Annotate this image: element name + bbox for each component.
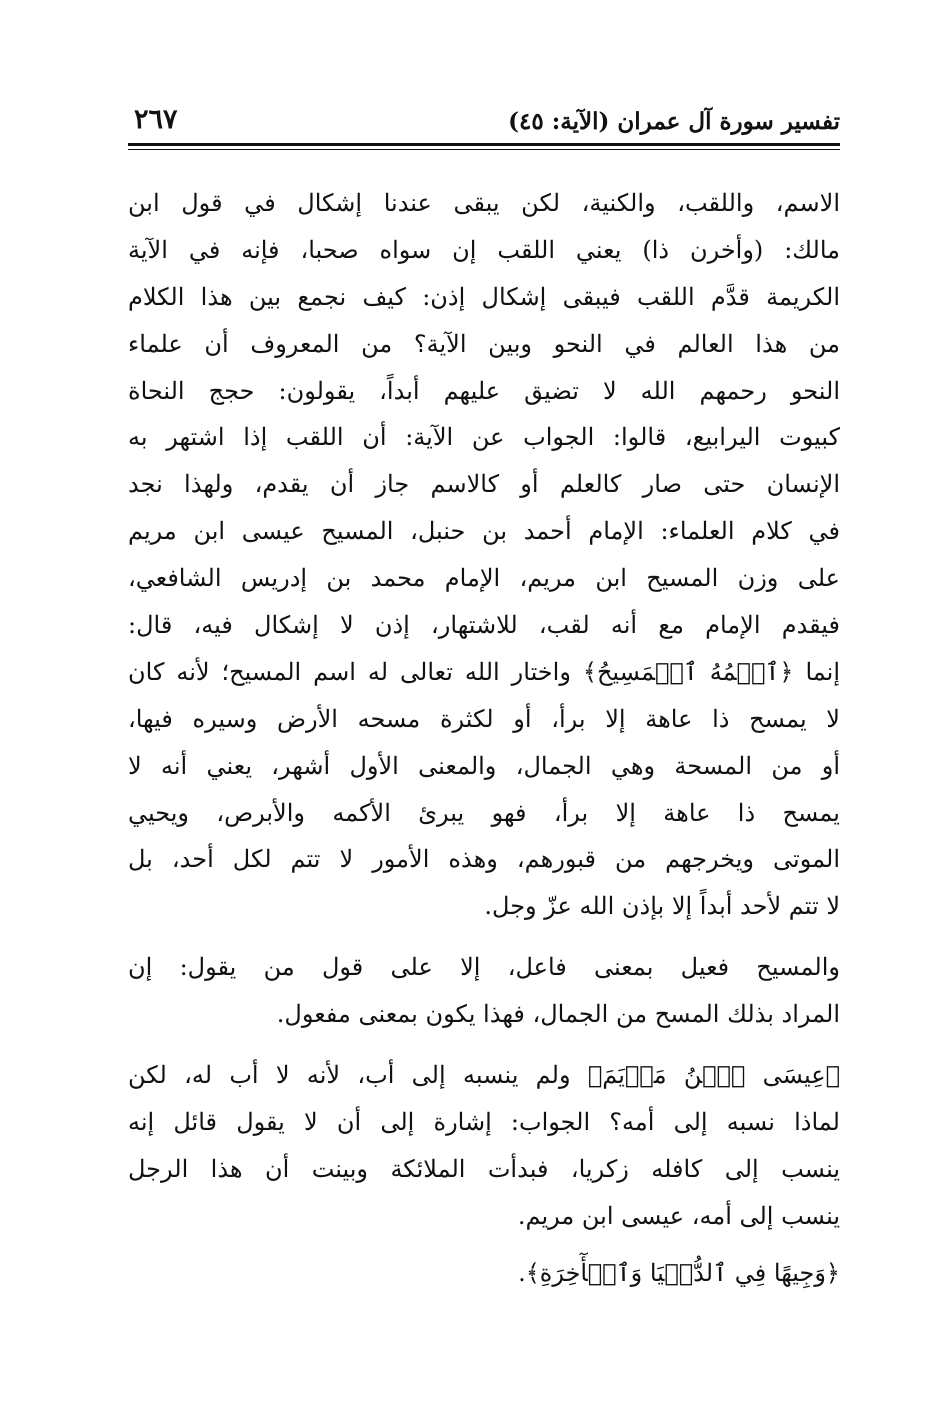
text-line: ينسب إلى كافله زكريا، فبدأت الملائكة وبينت أن هذا الرجل	[128, 1154, 840, 1183]
text-line: في كلام العلماء: الإمام أحمد بن حنبل، المسيح عيسى ابن مريم	[128, 517, 840, 546]
paragraph-gap	[128, 1240, 840, 1250]
text-line: ﴿وَجِيهًا فِي ٱلدُّنۡيَا وَٱلۡأٓخِرَةِ﴾.	[518, 1258, 840, 1287]
text-line: لا يمسح ذا عاهة إلا برأ، أو لكثرة مسحه الأرض وسيره فيها،	[128, 704, 840, 733]
page-number: ٢٦٧	[134, 104, 178, 135]
header-rule-thin	[128, 149, 840, 150]
text-line: الإنسان حتى صار كالعلم أو كالاسم جاز أن يقدم، ولهذا نجد	[128, 470, 840, 499]
header-rule-thick	[128, 143, 840, 146]
paragraph-gap	[128, 930, 840, 944]
paragraph-gap	[128, 1038, 840, 1052]
paragraph-1	[128, 180, 840, 930]
text-line: والمسيح فعيل بمعنى فاعل، إلا على قول من يقول: إن	[128, 953, 840, 982]
text-line: فيقدم الإمام مع أنه لقب، للاشتهار، إذن لا إشكال فيه، قال:	[128, 611, 840, 640]
text-line: أو من المسحة وهي الجمال، والمعنى الأول أشهر، يعني أنه لا	[128, 751, 840, 780]
paragraph-3	[128, 1052, 840, 1240]
running-title: تفسير سورة آل عمران (الآية: ٤٥)	[508, 108, 840, 135]
text-line: إنما ﴿ٱسۡمُهُ ٱلۡمَسِيحُ﴾ واختار الله تعالى له اسم المسيح؛ لأنه كان	[128, 657, 840, 686]
text-line: ﴿عِيسَى ٱبۡنُ مَرۡيَمَ﴾ ولم ينسبه إلى أب، لأنه لا أب له، لكن	[128, 1061, 840, 1090]
text-line: لا تتم لأحد أبداً إلا بإذن الله عزّ وجل.	[484, 892, 840, 921]
paragraph-2	[128, 944, 840, 1038]
page-header	[128, 104, 840, 148]
text-line: ينسب إلى أمه، عيسى ابن مريم.	[517, 1201, 840, 1230]
text-line: الكريمة قدَّم اللقب فيبقى إشكال إذن: كيف نجمع بين هذا الكلام	[128, 282, 840, 311]
text-line: مالك: (وأخرن ذا) يعني اللقب إن سواه صحبا، فإنه في الآية	[128, 235, 840, 264]
text-line: من هذا العالم في النحو وبين الآية؟ من المعروف أن علماء	[128, 329, 840, 358]
text-line: الاسم، واللقب، والكنية، لكن يبقى عندنا إشكال في قول ابن	[128, 189, 840, 217]
text-line: النحو رحمهم الله لا تضيق عليهم أبداً، يقولون: حجج النحاة	[128, 376, 840, 405]
text-line: كبيوت اليرابيع، قالوا: الجواب عن الآية: أن اللقب إذا اشتهر به	[128, 423, 840, 452]
body-text	[128, 180, 840, 1296]
text-line: الموتى ويخرجهم من قبورهم، وهذه الأمور لا تتم لكل أحد، بل	[128, 845, 840, 874]
text-line: لماذا نسبه إلى أمه؟ الجواب: إشارة إلى أن لا يقول قائل إنه	[128, 1107, 840, 1136]
text-line: المراد بذلك المسح من الجمال، فهذا يكون بمعنى مفعول.	[276, 1000, 840, 1029]
paragraph-4	[128, 1250, 840, 1297]
text-line: يمسح ذا عاهة إلا برأ، فهو يبرئ الأكمه والأبرص، ويحيي	[128, 798, 840, 827]
text-line: على وزن المسيح ابن مريم، الإمام محمد بن إدريس الشافعي،	[128, 564, 840, 593]
